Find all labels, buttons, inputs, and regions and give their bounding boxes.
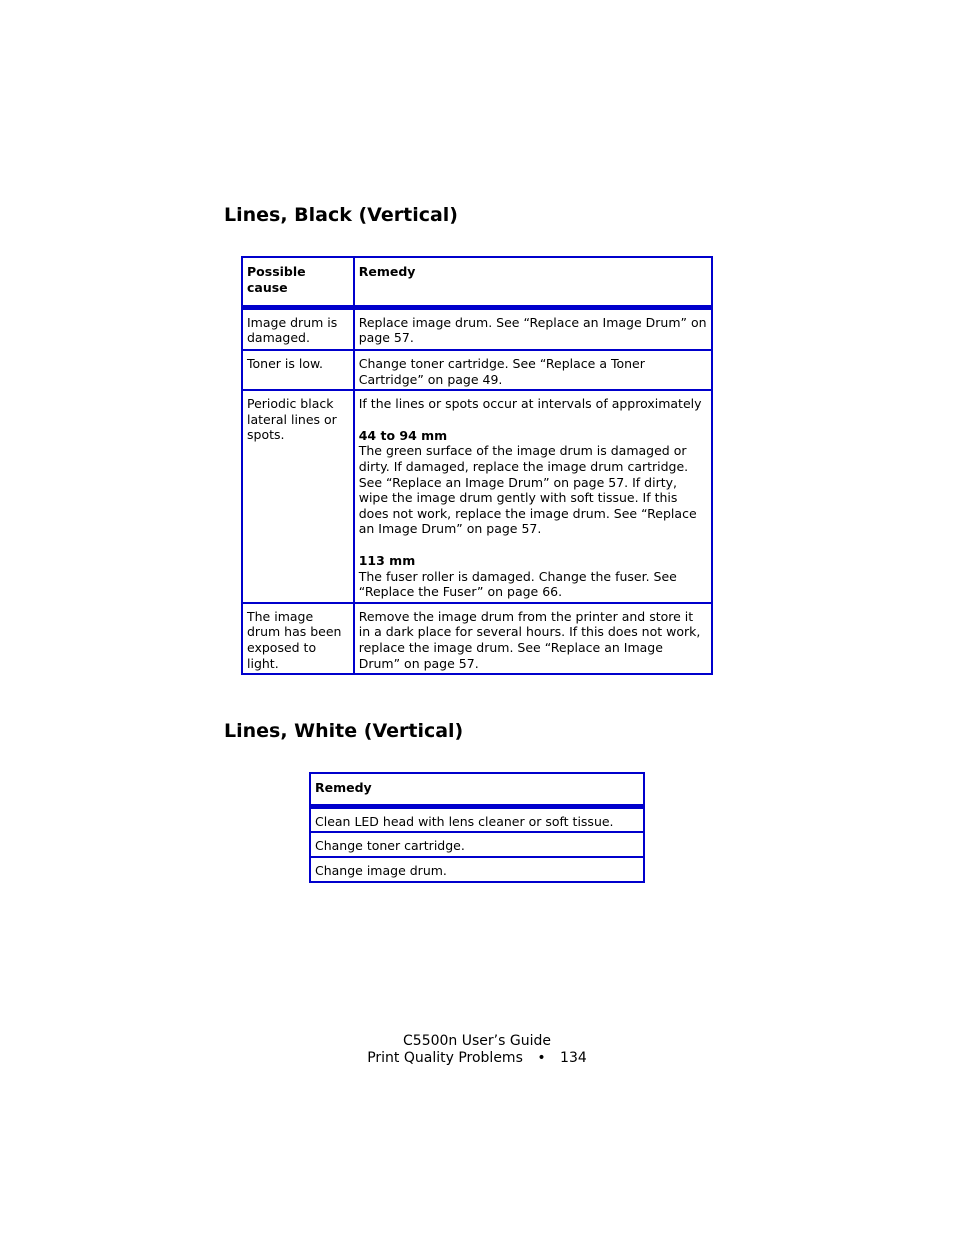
white-lines-table xyxy=(309,772,645,883)
table-row xyxy=(310,857,644,882)
section-heading-white-lines: Lines, White (Vertical) xyxy=(224,720,464,742)
interval-113-title: 113 mm xyxy=(358,552,416,568)
remedy-intro: If the lines or spots occur at intervals of approximately xyxy=(358,396,702,412)
footer-guide-title: C5500n User’s Guide xyxy=(403,1033,551,1049)
remedy-cell: Replace image drum. See “Replace an Image Drum” on page 57. xyxy=(354,307,712,350)
table-row xyxy=(310,806,644,832)
footer-page-line xyxy=(0,1050,954,1067)
cause-cell: Image drum is damaged. xyxy=(242,307,354,350)
remedy-cell: Remove the image drum from the printer and store it in a dark place for several hours. If this does not work, replace the image drum. See “Replace an Image Drum” on page 57. xyxy=(354,603,712,674)
cause-cell: The image drum has been exposed to light. xyxy=(242,603,354,674)
remedy-cell: Change toner cartridge. xyxy=(310,832,644,857)
header-remedy: Remedy xyxy=(310,773,644,806)
interval-113-text: The fuser roller is damaged. Change the fuser. See “Replace the Fuser” on page 66. xyxy=(358,568,677,600)
table-row xyxy=(242,603,712,674)
black-lines-table xyxy=(241,256,713,675)
footer-bullet: • xyxy=(537,1050,546,1066)
table-row xyxy=(242,307,712,350)
table-row xyxy=(310,832,644,857)
interval-44-94-title: 44 to 94 mm xyxy=(358,427,448,443)
interval-44-94-text: The green surface of the image drum is damaged or dirty. If damaged, replace the image drum cartridge. See “Replace an Image Drum” on page 57. If dirty, wipe the image drum gently with soft tissue. If this does not work, replace the image drum. See “Replace an Image Drum” on page 57. xyxy=(358,443,697,537)
remedy-cell: Change image drum. xyxy=(310,857,644,882)
cause-cell: Toner is low. xyxy=(242,350,354,390)
cause-cell: Periodic black lateral lines or spots. xyxy=(242,390,354,603)
table-header-row xyxy=(310,773,644,806)
remedy-cell xyxy=(354,390,712,603)
remedy-cell: Clean LED head with lens cleaner or soft tissue. xyxy=(310,806,644,832)
page-number: 134 xyxy=(560,1050,587,1066)
header-possible-cause: Possible cause xyxy=(242,257,354,307)
section-heading-black-lines: Lines, Black (Vertical) xyxy=(224,204,458,226)
remedy-cell: Change toner cartridge. See “Replace a Toner Cartridge” on page 49. xyxy=(354,350,712,390)
table-row xyxy=(242,350,712,390)
header-remedy: Remedy xyxy=(354,257,712,307)
table-row xyxy=(242,390,712,603)
table-header-row xyxy=(242,257,712,307)
footer-section-name: Print Quality Problems xyxy=(367,1050,523,1066)
